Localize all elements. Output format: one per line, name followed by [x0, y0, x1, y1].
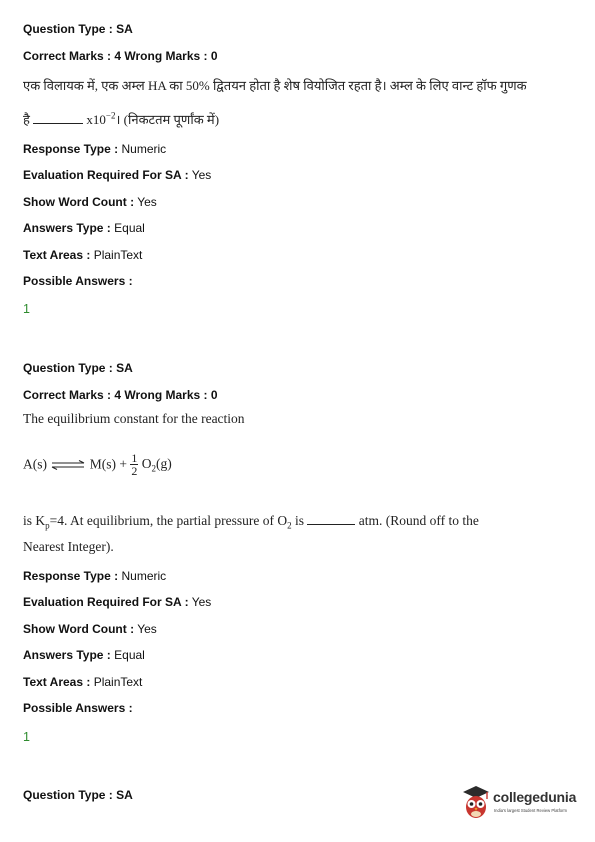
- q1-answers-type: Answers Type : Equal: [23, 221, 145, 235]
- logo-tagline: India's largest Student Review Platform: [494, 808, 567, 813]
- q1-possible-answers-label: Possible Answers :: [23, 274, 133, 288]
- q2-answers-type: Answers Type : Equal: [23, 648, 145, 662]
- q2-possible-answer: 1: [23, 730, 30, 744]
- q3-question-type: Question Type : SA: [23, 788, 133, 802]
- q1-response-type: Response Type : Numeric: [23, 142, 167, 156]
- q1-word-count: Show Word Count : Yes: [23, 195, 157, 209]
- logo-wordmark: collegedunia: [493, 789, 577, 805]
- graduate-owl-icon: [460, 783, 492, 821]
- q2-question-type: Question Type : SA: [23, 361, 133, 375]
- q2-equation: A(s) M(s) + $\frac{1}{2}$ $O_2(g)$: [23, 451, 172, 478]
- q2-possible-answers-label: Possible Answers :: [23, 701, 133, 715]
- q2-marks: Correct Marks : 4 Wrong Marks : 0: [23, 388, 218, 402]
- q1-text-line1: एक विलायक में, एक अम्ल HA का 50% द्वितयन होता है शेष वियोजित रहता है। अम्ल के लिए वान्ट हॉफ गुणक: [23, 78, 527, 93]
- equilibrium-arrow-icon: [50, 460, 86, 470]
- q2-text-line1: The equilibrium constant for the reaction: [23, 411, 245, 426]
- half-fraction: $\frac{1}{2}$: [131, 451, 138, 478]
- q1-possible-answer: 1: [23, 302, 30, 316]
- q2-text-line3: is $K_p=4$. At equilibrium, the partial pressure of $O_2$ is atm. (Round off to the: [23, 513, 479, 531]
- q2-word-count: Show Word Count : Yes: [23, 622, 157, 636]
- q2-text-areas: Text Areas : PlainText: [23, 675, 143, 689]
- collegedunia-logo: [460, 783, 585, 823]
- q1-evaluation: Evaluation Required For SA : Yes: [23, 168, 212, 182]
- q2-answer-blank: [307, 524, 355, 525]
- q2-text-line4: Nearest Integer).: [23, 539, 114, 554]
- q1-text-line2: है $x10^{-2}।$ (निकटतम पूर्णांक में): [23, 110, 220, 127]
- q1-answer-blank: [33, 123, 83, 124]
- q2-evaluation: Evaluation Required For SA : Yes: [23, 595, 212, 609]
- q1-marks: Correct Marks : 4 Wrong Marks : 0: [23, 49, 218, 63]
- q1-text-areas: Text Areas : PlainText: [23, 248, 143, 262]
- q1-question-type: Question Type : SA: [23, 22, 133, 36]
- q2-response-type: Response Type : Numeric: [23, 569, 167, 583]
